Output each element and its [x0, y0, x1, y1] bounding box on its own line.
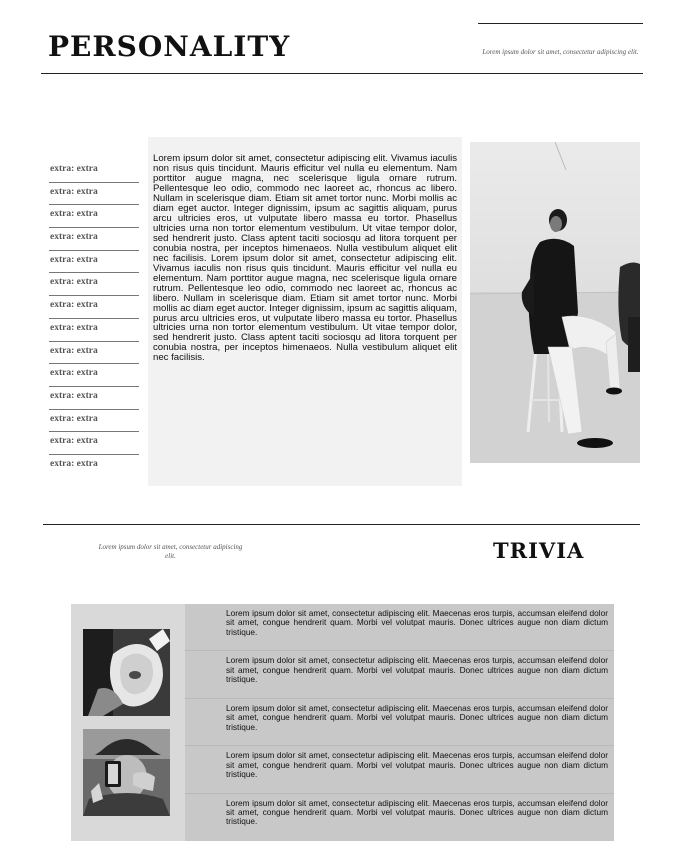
- personality-subtitle: Lorem ipsum dolor sit amet, consectetur adipiscing elit.: [482, 48, 639, 56]
- header-bottom-rule: [41, 73, 643, 74]
- trivia-item: Lorem ipsum dolor sit amet, consectetur adipiscing elit. Maecenas eros turpis, accumsan eleifend dolor sit amet, congue hendrerit quam. Morbi vel volutpat mauris. Donec ultrices augue non diam dictum tristique.: [185, 746, 614, 793]
- extra-item: extra: extra: [49, 251, 139, 274]
- extra-item: extra: extra: [49, 364, 139, 387]
- extra-item: extra: extra: [50, 458, 98, 469]
- trivia-item: Lorem ipsum dolor sit amet, consectetur adipiscing elit. Maecenas eros turpis, accumsan eleifend dolor sit amet, congue hendrerit quam. Morbi vel volutpat mauris. Donec ultrices augue non diam dictum tristique.: [185, 699, 614, 746]
- trivia-item: Lorem ipsum dolor sit amet, consectetur adipiscing elit. Maecenas eros turpis, accumsan eleifend dolor sit amet, congue hendrerit quam. Morbi vel volutpat mauris. Donec ultrices augue non diam dictum tristique.: [226, 797, 608, 827]
- extras-list: [49, 160, 139, 478]
- extra-item: extra: extra: [49, 273, 139, 296]
- personality-title: PERSONALITY: [48, 30, 291, 63]
- trivia-top-rule: [43, 524, 640, 525]
- extra-item: extra: extra: [49, 160, 139, 183]
- portrait-photo: [470, 142, 640, 463]
- extra-item: extra: extra: [49, 205, 139, 228]
- personality-body-panel: [148, 137, 462, 486]
- extra-item: extra: extra: [49, 228, 139, 251]
- extra-item: extra: extra: [49, 296, 139, 319]
- trivia-title: TRIVIA: [493, 538, 585, 563]
- trivia-photo-1: [83, 629, 170, 716]
- extra-item: extra: extra: [49, 387, 139, 410]
- extra-item: extra: extra: [49, 432, 139, 455]
- extra-item: extra: extra: [49, 342, 139, 365]
- extra-item: extra: extra: [49, 183, 139, 206]
- trivia-list: [185, 604, 614, 841]
- trivia-item: Lorem ipsum dolor sit amet, consectetur adipiscing elit. Maecenas eros turpis, accumsan eleifend dolor sit amet, congue hendrerit quam. Morbi vel volutpat mauris. Donec ultrices augue non diam dictum tristique.: [185, 604, 614, 651]
- trivia-photo-2: [83, 729, 170, 816]
- header-top-rule: [478, 23, 643, 24]
- trivia-subtitle: Lorem ipsum dolor sit amet, consectetur adipiscing elit.: [98, 543, 243, 561]
- trivia-item: Lorem ipsum dolor sit amet, consectetur adipiscing elit. Maecenas eros turpis, accumsan eleifend dolor sit amet, congue hendrerit quam. Morbi vel volutpat mauris. Donec ultrices augue non diam dictum tristique.: [185, 651, 614, 698]
- extra-item: extra: extra: [49, 410, 139, 433]
- personality-body-text: Lorem ipsum dolor sit amet, consectetur adipiscing elit. Vivamus iaculis non risus quis tincidunt. Mauris efficitur vel nulla eu elementum. Nam porttitor augue magna, nec scelerisque ligula ornare rutrum. Pellentesque leo odio, commodo nec laoreet ac, rhoncus ac libero. Nullam in scelerisque diam. Etiam sit amet tortor nunc. Morbi mollis ac diam eget auctor. Integer dignissim, ipsum ac sagittis aliquam, purus arcu ultricies eros, ut vulputate libero massa eu tortor. Phasellus ultricies urna non tortor elementum vestibulum. Ut vitae tempor dolor, sed hendrerit justo. Class aptent taciti sociosqu ad litora torquent per conubia nostra, per inceptos himenaeos. Nulla vestibulum aliquet elit nec facilisis. Lorem ipsum dolor sit amet, consectetur adipiscing elit. Vivamus iaculis non risus quis tincidunt. Mauris efficitur vel nulla eu elementum. Nam porttitor augue magna, nec scelerisque ligula ornare rutrum. Pellentesque leo odio, commodo nec laoreet ac, rhoncus ac libero. Nullam in scelerisque diam. Etiam sit amet tortor nunc. Morbi mollis ac diam eget auctor. Integer dignissim, ipsum ac sagittis aliquam, purus arcu ultricies eros, ut vulputate libero massa eu tortor. Phasellus ultricies urna non tortor elementum vestibulum. Ut vitae tempor dolor, sed hendrerit justo. Class aptent taciti sociosqu ad litora torquent per conubia nostra, per inceptos himenaeos. Nulla vestibulum aliquet elit nec facilisis.: [153, 153, 457, 364]
- extra-item: extra: extra: [49, 319, 139, 342]
